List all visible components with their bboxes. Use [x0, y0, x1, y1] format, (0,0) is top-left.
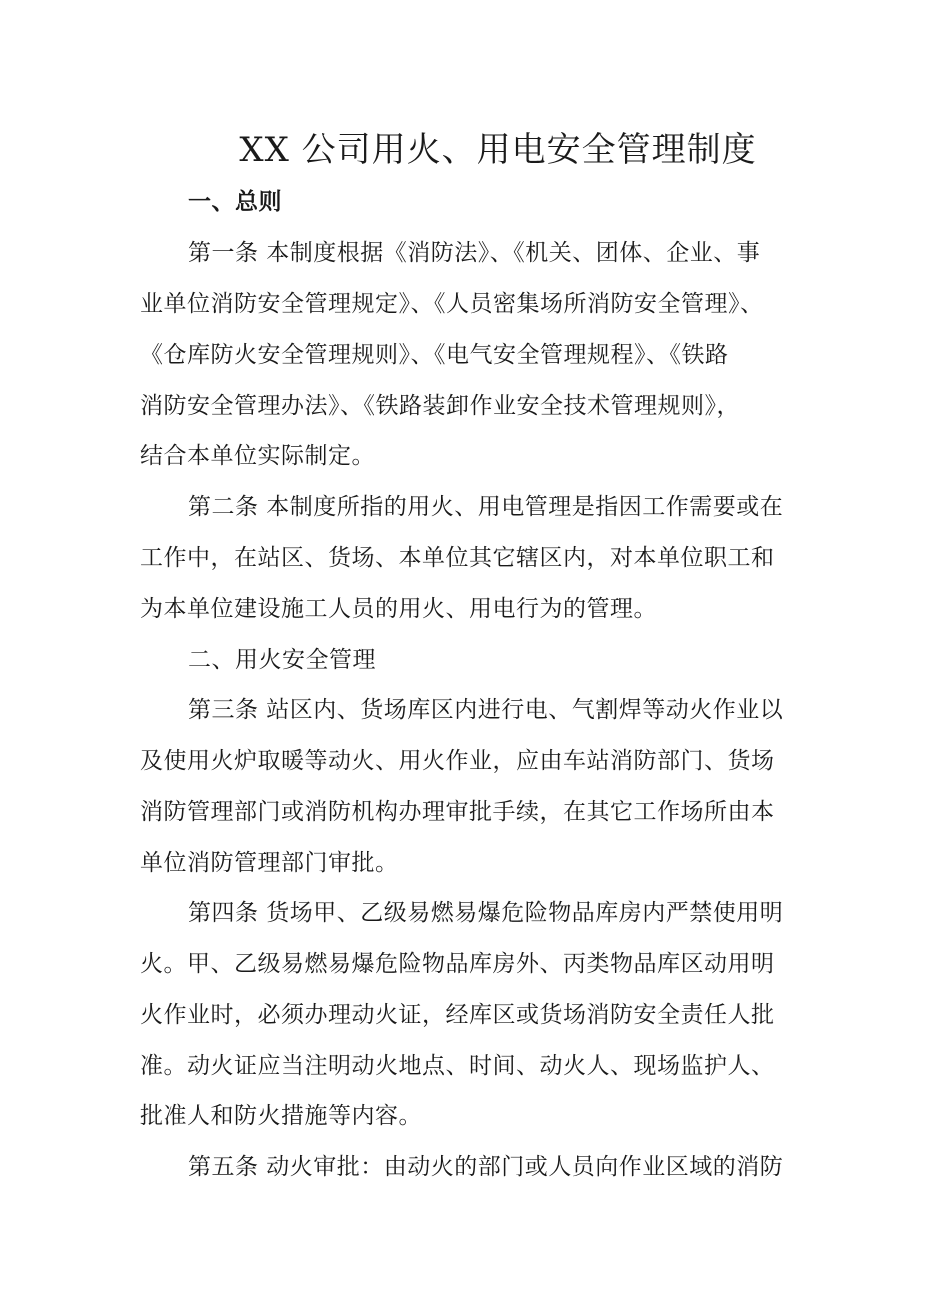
article-4-line-3: 火作业时，必须办理动火证，经库区或货场消防安全责任人批: [140, 1002, 775, 1028]
article-2-line-2: 工作中，在站区、货场、本单位其它辖区内，对本单位职工和: [140, 545, 775, 571]
article-1-line-2: 业单位消防安全管理规定》、《人员密集场所消防安全管理》、: [140, 291, 764, 317]
article-3-line-4: 单位消防管理部门审批。: [140, 850, 399, 876]
article-4-line-2: 火。甲、乙级易燃易爆危险物品库房外、丙类物品库区动用明: [140, 951, 775, 977]
article-2-line-1: 第二条 本制度所指的用火、用电管理是指因工作需要或在: [188, 494, 784, 520]
section-heading-general: 一、总则: [188, 188, 282, 215]
article-3-line-3: 消防管理部门或消防机构办理审批手续，在其它工作场所由本: [140, 799, 775, 825]
article-3-line-1: 第三条 站区内、货场库区内进行电、气割焊等动火作业以: [188, 697, 784, 723]
article-1-line-3: 《仓库防火安全管理规则》、《电气安全管理规程》、《铁路: [140, 342, 729, 368]
article-4-line-5: 批准人和防火措施等内容。: [140, 1103, 422, 1129]
article-1-line-5: 结合本单位实际制定。: [140, 443, 375, 469]
article-1-line-4: 消防安全管理办法》、《铁路装卸作业安全技术管理规则》，: [140, 393, 740, 419]
article-2-line-3: 为本单位建设施工人员的用火、用电行为的管理。: [140, 596, 657, 622]
article-5-line-1: 第五条 动火审批：由动火的部门或人员向作业区域的消防: [188, 1154, 784, 1180]
document-title: XX 公司用火、用电安全管理制度: [239, 130, 757, 170]
article-4-line-4: 准。动火证应当注明动火地点、时间、动火人、现场监护人、: [140, 1053, 775, 1079]
article-1-line-1: 第一条 本制度根据《消防法》、《机关、团体、企业、事: [188, 240, 761, 266]
section-heading-fire-safety: 二、用火安全管理: [188, 647, 376, 673]
article-3-line-2: 及使用火炉取暖等动火、用火作业，应由车站消防部门、货场: [140, 748, 775, 774]
article-4-line-1: 第四条 货场甲、乙级易燃易爆危险物品库房内严禁使用明: [188, 900, 784, 926]
